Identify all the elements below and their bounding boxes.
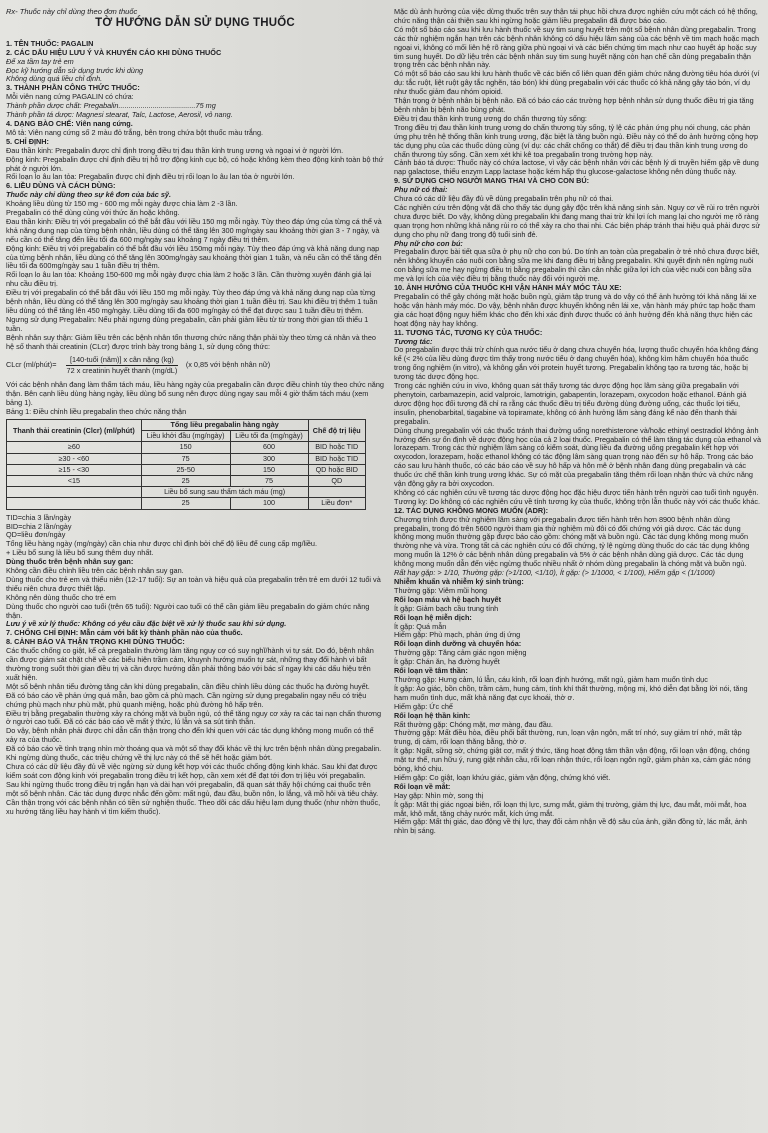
paragraph: Mỗi viên nang cứng PAGALIN có chứa: — [6, 92, 134, 102]
paragraph: Ít gặp: Chán ăn, hạ đường huyết — [394, 657, 500, 667]
paragraph: Không cần điều chỉnh liều trên các bệnh nhân suy gan. — [6, 566, 184, 576]
paragraph: Rất hay gặp: > 1/10, Thường gặp: (>1/100, <1/10), Ít gặp: (> 1/1000, < 1/100), Hiếm gặp < (1/1000) — [394, 568, 715, 578]
table-cell: ≥15 - <30 — [7, 464, 142, 475]
paragraph: Ít gặp: Quá mẫn — [394, 621, 447, 631]
paragraph: Điều trị bằng pregabalin thường xảy ra chóng mặt và buồn ngủ, có thể tăng nguy cơ xảy ra các tai nạn chấn thương ở người cao tuổi. Đã có các báo cáo về mất ý thức, lú lẫn và sa sút tinh thần. — [6, 708, 382, 727]
table-cell: 300 — [230, 453, 308, 464]
table-cell: 25 — [141, 475, 230, 486]
table-cell: QD hoặc BID — [308, 464, 366, 475]
paragraph: Để xa tầm tay trẻ em — [6, 56, 74, 66]
paragraph: Động kinh: Pregabalin được chỉ định điều trị hỗ trợ động kinh cục bộ, có hoặc không kèm theo động kinh toàn bộ thứ phát ở người lớn. — [6, 154, 384, 173]
paragraph: Với các bệnh nhân đang làm thẩm tách máu, liều hàng ngày của pregabalin cần được điều chỉnh tùy theo chức năng thận. Bên cạnh liều dùng hàng ngày, liều dùng bổ sung nên được dùng ngay sau mỗi 4 giờ thẩm tách máu (xem bảng 1). — [6, 380, 384, 408]
table-cell: 25-50 — [141, 464, 230, 475]
paragraph: Thường gặp: Mất điều hòa, điều phối bất thường, run, loạn vận ngôn, mất trí nhớ, suy giảm trí nhớ, mất tập trung, dị cảm, rối loạn thăng bằng, thờ ơ. — [394, 728, 742, 747]
table-body — [7, 442, 366, 487]
paragraph: Có một số báo cáo sau khi lưu hành thuốc về suy tim sung huyết trên một số bệnh nhân dùng pregabalin. Trong các thử nghiệm ngắn hạn trên các bệnh nhân không có dấu hiệu lâm sàng của các bệnh về tim mạch hoặc mạch ngoại vi, không có mối liên hệ rõ ràng giữa phù ngoại vi và các biến chứng tim mạch như cao huyết áp hoặc suy tim sung huyết. Do dữ liệu trên các bệnh nhân suy tim sung huyết nặng còn hạn chế cần dùng pregabalin thận trọng trên các bệnh nhân này. — [394, 24, 760, 70]
paragraph: Dùng thuốc trên bệnh nhân suy gan: — [6, 557, 134, 567]
left-section-top — [6, 8, 384, 352]
section-heading: 8. CẢNH BÁO VÀ THẬN TRỌNG KHI DÙNG THUỐC: — [6, 637, 185, 647]
paragraph: Dùng thuốc cho trẻ em và thiếu niên (12-17 tuổi): Sự an toàn và hiệu quả của pregabalin trên trẻ em dưới 12 tuổi và thiếu niên chưa được thiết lập. — [6, 574, 381, 593]
table-row — [7, 442, 366, 453]
paragraph: Thành phần tá dược: Magnesi stearat, Talc, Lactose, Aerosil, vỏ nang. — [6, 110, 233, 120]
paragraph: Thường gặp: Hưng cảm, lú lẫn, cáu kỉnh, rối loạn định hướng, mất ngủ, giảm ham muốn tình dục — [394, 674, 708, 684]
paragraph: Hiếm gặp: Mất thị giác, dao động về thị lực, thay đổi cảm nhận về độ sâu của ảnh, giãn đồng tử, lác mắt, ảnh nhìn bị sáng. — [394, 817, 747, 836]
left-section-middle — [6, 381, 384, 417]
paragraph: Pregabalin được bài tiết qua sữa ở phụ nữ cho con bú. Do tính an toàn của pregabalin ở trẻ nhỏ chưa được biết, nên không khuyến cáo nuôi con bằng sữa mẹ khi đang điều trị bằng pregabalin. Khi quyết định nên ngừng nuôi con bằng sữa mẹ hay ngừng điều trị bằng pregabalin thì cần cân nhắc giữa lợi ích của việc nuôi con bằng sữa mẹ và lợi ích của việc điều trị bằng thuốc này đối với người mẹ. — [394, 247, 760, 284]
paragraph: Điều trị với pregabalin có thể bắt đầu với liều 150 mg mỗi ngày. Tùy theo đáp ứng và khả năng dung nạp của từng bệnh nhân, liều dùng có thể tăng lên 300 mg/ngày sau khoảng thời gian 1 tuần điều trị. Sau khi điều trị thêm 1 tuần liều dùng có thể tăng lên 450 mg/ngày. Liều dùng tối đa 600 mg/ngày có thể đạt được sau 1 tuần điều trị thêm. — [6, 288, 378, 315]
paragraph: Hiếm gặp: Phù mạch, phản ứng dị ứng — [394, 630, 521, 640]
section-heading: 10. ẢNH HƯỞNG CỦA THUỐC KHI VẬN HÀNH MÁY MÓC TÀU XE: — [394, 283, 622, 293]
paragraph: Cần thận trọng với các bệnh nhân có tiền sử nghiện thuốc. Theo dõi các dấu hiệu lạm dụng thuốc (như nhờn thuốc, xu hướng tăng liều hay hành vi tìm kiếm thuốc). — [6, 797, 381, 816]
paragraph: Thận trọng ở bệnh nhân bị bệnh não. Đã có báo cáo các trường hợp bệnh nhân sử dụng thuốc điều trị gia tăng bệnh nhân bị bệnh não bùng phát. — [394, 96, 754, 114]
table-header-total: Tổng liều pregabalin hàng ngày — [141, 419, 308, 430]
table-cell: 25 — [141, 498, 230, 509]
table-cell: 75 — [230, 475, 308, 486]
paragraph: Chương trình được thử nghiệm lâm sàng với pregabalin được tiến hành trên hơn 8900 bệnh nhân dùng pregabalin, trong đó trên 5600 người tham gia thử nghiệm mù đôi có đối chứng với giả dược. Các tác dụng không mong muốn thường gặp được báo cáo gồm: chóng mặt và buồn ngủ. Các tác dụng không mong muốn thường nhẹ và vừa. Trong tất cả các nghiên cứu có đối chứng, tỷ lệ ngừng dùng thuốc do các tác dụng không mong muốn là 12% ở các bệnh nhân dùng pregabalin và 5% ở các bệnh nhân dùng giả dược. Các tác dụng không mong muốn dẫn đến việc ngừng thuốc nhiều nhất ở nhóm dùng pregabalin là chóng mặt và buồn ngủ. — [394, 514, 750, 569]
renal-dose-table — [6, 419, 366, 510]
section-heading: 4. DẠNG BÀO CHẾ: Viên nang cứng. — [6, 118, 133, 128]
paragraph: Phụ nữ cho con bú: — [394, 238, 463, 248]
paragraph: Chưa có các dữ liệu đầy đủ về dùng pregabalin trên phụ nữ có thai. — [394, 194, 614, 204]
paragraph: Ít gặp: Giảm bạch cầu trung tính — [394, 603, 499, 613]
paragraph: Trong các nghiên cứu in vivo, không quan sát thấy tương tác dược động học lâm sàng giữa pregabalin với phenytoin, carbamazepin, acid valproic, lamotrigin, gabapentin, lorazepam, oxycodon hoặc ethanol. Đánh giá dược động học đối tượng đã chỉ ra rằng các thuốc điều trị tiểu đường dùng đường uống, các thuốc lợi tiểu, insulin, phenobarbital, tiagabine và topiramate, không có ảnh hưởng lâm sàng đáng kể nào đến thanh thải pregabalin. — [394, 381, 747, 426]
paragraph: Mô tả: Viên nang cứng số 2 màu đỏ trắng, bên trong chứa bột thuốc màu trắng. — [6, 127, 264, 137]
paragraph: Hiếm gặp: Co giật, loạn khứu giác, giảm vận động, chứng khó viết. — [394, 772, 611, 782]
paragraph: Ngưng sử dụng Pregabalin: Nếu phải ngưng dùng pregabalin, cần phải giảm liều từ từ trong thời gian tối thiểu 1 tuần. — [6, 314, 369, 333]
paragraph: Thường gặp: Viêm mũi họng — [394, 585, 488, 595]
paragraph: Điều trị đau thần kinh trung ương do chấn thương tủy sống: — [394, 113, 587, 123]
paragraph: Rất thường gặp: Chóng mặt, mơ màng, đau đầu. — [394, 719, 553, 729]
paragraph: Pregabalin có thể dùng cùng với thức ăn hoặc không. — [6, 208, 180, 218]
paragraph: Không dùng quá liều chỉ định. — [6, 74, 103, 84]
paragraph: Rối loạn về mắt: — [394, 781, 451, 791]
paragraph: Phụ nữ có thai: — [394, 185, 448, 195]
paragraph: Các nghiên cứu trên động vật đã cho thấy tác dụng gây độc trên khả năng sinh sản. Nguy cơ về rủi ro trên người chưa được biết. Do vậy, không dùng pregabalin khi đang mang thai trừ khi lợi ích mang lại cho người mẹ rõ ràng quan trọng hơn những khả năng rủi ro có thể xảy ra cho thai nhi. Các biện pháp tránh thai hiệu quả phải được sử dụng cho phụ nữ đang trong độ tuổi sinh đẻ. — [394, 202, 761, 239]
paragraph: Rối loạn về tâm thần: — [394, 666, 468, 676]
table-cell: <15 — [7, 475, 142, 486]
paragraph: Mặc dù ảnh hưởng của việc dừng thuốc trên suy thận tái phục hồi chưa được nghiên cứu một cách có hệ thống, chức năng thận cải thiện sau khi ngừng hoặc giảm liều pregabalin đã được báo cáo. — [394, 7, 758, 25]
paragraph: Có một số báo cáo sau khi lưu hành thuốc về các biến cố liên quan đến giảm chức năng đường tiêu hóa dưới (ví dụ: tắc ruột, liệt ruột gây tắc nghẽn, táo bón) khi dùng pregabalin với các thuốc có khả năng gây táo bón, ví dụ như thuốc giảm đau nhóm opioid. — [394, 69, 760, 97]
table-cell: Liều đơn* — [308, 498, 366, 509]
table-row — [7, 475, 366, 486]
section-heading: 7. CHỐNG CHỈ ĐỊNH: Mẫn cảm với bất kỳ thành phần nào của thuốc. — [6, 628, 243, 638]
table-cell: 150 — [141, 442, 230, 453]
paragraph: Chưa có các dữ liệu đầy đủ về việc ngừng sử dụng kết hợp với các thuốc chống động kinh khác. Sau khi đạt được kiểm soát cơn động kinh với pregabalin trong điều trị kết hợp, cần xem xét để đạt tới đơn trị liệu với pregabalin. — [6, 761, 378, 780]
table-subheader-max: Liều tối đa (mg/ngày) — [230, 431, 308, 442]
paragraph: Một số bệnh nhân tiểu đường tăng cân khi dùng pregabalin, cần điều chỉnh liều dùng các thuốc hạ đường huyết. — [6, 681, 370, 691]
paragraph: Cảnh báo tá dược: Thuốc này có chứa lactose, vì vậy các bệnh nhân với các bệnh lý di truyền hiếm gặp về dung nạp galactose, thiếu enzym Lapp lactase hoặc kém hấp thu glucose-galactose không nên dùng thuốc này. — [394, 158, 759, 177]
table-cell: ≥30 - <60 — [7, 453, 142, 464]
table-cell: BID hoặc TID — [308, 442, 366, 453]
paragraph: Đau thần kinh: Pregabalin được chỉ định trong điều trị đau thần kinh trung ương và ngoại vi ở người lớn. — [6, 145, 344, 155]
paragraph: Nhiễm khuẩn và nhiễm ký sinh trùng: — [394, 577, 524, 586]
paragraph: Bảng 1: Điều chỉnh liều pregabalin theo chức năng thận — [6, 407, 187, 417]
formula-lhs: CLcr (ml/phút)= — [6, 360, 57, 370]
right-column — [394, 8, 762, 836]
paragraph: + Liều bổ sung là liều bổ sung thêm duy nhất. — [6, 548, 154, 558]
formula-numerator: [140-tuổi (năm)] x cân nặng (kg) — [66, 356, 178, 367]
clcr-formula — [6, 356, 384, 377]
paragraph: QD=liều đơn/ngày — [6, 530, 66, 540]
table-header-clcr: Thanh thải creatinin (Clcr) (ml/phút) — [7, 419, 142, 441]
paragraph: Thường gặp: Tăng cảm giác ngon miệng — [394, 648, 527, 658]
paragraph: Hiếm gặp: Ức chế — [394, 701, 453, 711]
section-heading: 11. TƯƠNG TÁC, TƯƠNG KỴ CỦA THUỐC: — [394, 327, 543, 337]
paragraph: Rối loạn dinh dưỡng và chuyển hóa: — [394, 639, 522, 649]
paragraph: Không nên dùng thuốc cho trẻ em — [6, 592, 116, 602]
paragraph: Rx- Thuốc này chỉ dùng theo đơn thuốc — [6, 7, 138, 16]
paragraph: Động kinh: Điều trị với pregabalin có thể bắt đầu với liều 150mg mỗi ngày. Tùy theo đáp ứng và khả năng dung nạp của từng bệnh nhân, liều dùng có thể tăng lên 300mg/ngày sau khoảng thời gian 1 tuần, và nếu cần có thể tăng đến liều tối đa 600mg/ngày sau 1 tuần điều trị thêm. — [6, 243, 382, 271]
paragraph: Hay gặp: Nhìn mờ, song thị — [394, 790, 484, 800]
paragraph: Rối loạn hệ thần kinh: — [394, 710, 471, 720]
paragraph: Thành phần dược chất: Pregabalin......................................75 mg — [6, 101, 216, 111]
paragraph: Các thuốc chống co giật, kể cả pregabalin thường làm tăng nguy cơ có suy nghĩ/hành vi tự sát. Do đó, bệnh nhân cần được giám sát chặt chẽ về các biểu hiện trầm cảm, khuynh hướng muốn tự sát, những thay đổi hành vi bất thường trong suốt thời gian điều trị và cần được hướng dẫn phải thông báo với bác sĩ ngay khi các dấu hiệu trên xuất hiện. — [6, 646, 374, 682]
paragraph: Khoảng liều dùng từ 150 mg - 600 mg mỗi ngày được chia làm 2 -3 lần. — [6, 199, 238, 209]
paragraph: Sau khi ngừng thuốc trong điều trị ngắn hạn và dài hạn với pregabalin, đã quan sát thấy hội chứng cai thuốc trên một số bệnh nhân. Các tác dụng được nhắc đến gồm: mất ngủ, đau đầu, buồn nôn, lo lắng, vã mồ hôi và tiêu chảy. — [6, 779, 379, 798]
paragraph: Đã có báo cáo về tình trạng nhìn mờ thoáng qua và một số thay đổi khác về thị lực trên bệnh nhân dùng pregabalin. Khi ngừng dùng thuốc, các triệu chứng về thị lực này có thể sẽ hết hoặc giảm bớt. — [6, 744, 382, 763]
formula-rhs: (x 0,85 với bệnh nhân nữ) — [185, 360, 271, 370]
formula-denominator: 72 x creatinin huyết thanh (mg/dL) — [66, 366, 178, 376]
paragraph: TID=chia 3 lần/ngày — [6, 512, 72, 522]
section-heading: 3. THÀNH PHẦN CÔNG THỨC THUỐC: — [6, 83, 140, 93]
paragraph: Ít gặp: Ảo giác, bồn chồn, trầm cảm, hung cảm, tính khí thất thường, mộng mị, khó diễn đạt bằng lời nói, tăng ham muốn tình dục, mất khả năng đạt cực khoái, thờ ơ. — [394, 683, 748, 702]
left-section-bottom — [6, 514, 384, 817]
paragraph: Rối loạn lo âu lan tỏa: Pregabalin được chỉ định điều trị rối loạn lo âu lan tỏa ở người lớn. — [6, 172, 295, 182]
table-cell: 100 — [230, 498, 308, 509]
paragraph: Đã có báo cáo về phản ứng quá mẫn, bao gồm cả phù mạch. Cần ngừng sử dụng pregabalin ngay nếu có triệu chứng phù mạch như phù mặt, phù quanh miệng, hoặc phù đường hô hấp trên. — [6, 690, 367, 709]
section-heading: 1. TÊN THUỐC: PAGALIN — [6, 38, 94, 48]
paragraph: Ít gặp: Ngất, sững sờ, chứng giật cơ, mất ý thức, tăng hoạt động tâm thần vận động, rối loạn vận động, chóng mặt tư thế, run hữu ý, rung giật nhãn cầu, rối loạn nhận thức, rối loạn ngôn ngữ, giảm phản xạ, cảm giác nóng bỏng, khó chịu. — [394, 746, 751, 774]
paragraph: Do vậy, bệnh nhân phải được chỉ dẫn cẩn thận trọng cho đến khi quen với các tác dụng không mong muốn có thể xảy ra của thuốc. — [6, 726, 374, 745]
paragraph: Rối loạn hệ miễn dịch: — [394, 612, 472, 622]
table-cell: 600 — [230, 442, 308, 453]
paragraph: Đau thần kinh: Điều trị với pregabalin có thể bắt đầu với liều 150 mg mỗi ngày. Tùy theo đáp ứng của từng cá thể và khả năng dung nạp của từng bệnh nhân, liều dùng có thể tăng lên 300 mg/ngày sau khoảng thời gian 3 - 7 ngày, và nếu cần có thể tăng đến liều tối đa 600 mg/ngày sau khoảng 7 ngày điều trị thêm. — [6, 216, 382, 244]
table-cell: 75 — [141, 453, 230, 464]
paragraph: Ít gặp: Mất thị giác ngoại biên, rối loạn thị lực, sưng mắt, giảm thị trường, giảm thị lực, đau mắt, mỏi mắt, hoa mắt, khô mắt, tăng chảy nước mắt, kích ứng mắt. — [394, 799, 747, 818]
table-cell: QD — [308, 475, 366, 486]
paragraph: Không có các nghiên cứu về tương tác dược động học đặc hiệu được tiến hành trên người cao tuổi tình nguyện. — [394, 487, 759, 497]
section-heading: 9. SỬ DỤNG CHO NGƯỜI MANG THAI VÀ CHO CON BÚ: — [394, 176, 590, 186]
paragraph: Dùng chung pregabalin với các thuốc tránh thai đường uống norethisterone và/hoặc ethinyl oestradiol không ảnh hưởng đến sự ổn định về dược động học của cả 2 loại thuốc. Pregabalin có thể làm tăng tác dụng của ethanol và lorazepam. Trong các thử nghiệm lâm sàng có kiểm soát, dùng liều đa đường uống pregabalin kết hợp với oxycodon, lorazepam, hoặc ethanol không có tác động lâm sàng quan trọng nào đến sự hô hấp. Trong các báo cáo sau lưu hành thuốc, có các báo cáo về suy hô hấp và hôn mê ở bệnh nhân đang dùng pregabalin và các thuốc ức chế thần kinh trung ương khác. Sự có mặt của pregabalin tăng thêm rối loạn nhận thức và chức năng vận động gây ra bởi oxycodon. — [394, 425, 762, 489]
table-cell: ≥60 — [7, 442, 142, 453]
table-supplement-label: Liều bổ sung sau thẩm tách máu (mg) — [141, 487, 308, 498]
left-column — [6, 8, 384, 816]
paragraph: Trong điều trị đau thần kinh trung ương do chấn thương tủy sống, tỷ lệ các phản ứng phụ nói chung, các phản ứng phụ trên hệ thống thần kinh trung ương, đặc biệt là tăng buồn ngủ. Điều này có thể do ảnh hưởng cộng hợp tác dụng phụ của các thuốc dùng cùng (ví dụ: các chất chống co thắt) để điều trị đau thần kinh trung ương do chấn thương tủy sống. Cần xem xét khi kê toa pregabalin trong trường hợp này. — [394, 122, 759, 159]
paragraph: Lưu ý về xử lý thuốc: Không có yêu cầu đặc biệt về xử lý thuốc sau khi sử dụng. — [6, 619, 287, 629]
section-heading: 5. CHỈ ĐỊNH: — [6, 136, 49, 146]
paragraph: Tương tác: — [394, 336, 433, 346]
paragraph: Dùng thuốc cho người cao tuổi (trên 65 tuổi): Người cao tuổi có thể cần giảm liều pregabalin do giảm chức năng thận. — [6, 601, 370, 620]
document-title: TỜ HƯỚNG DẪN SỬ DỤNG THUỐC — [95, 16, 295, 29]
paragraph: Rối loạn lo âu lan tỏa: Khoảng 150-600 mg mỗi ngày được chia làm 2 hoặc 3 lần. Cần thường xuyên đánh giá lại nhu cầu điều trị. — [6, 270, 371, 289]
paragraph: Tổng liều hàng ngày (mg/ngày) cần chia như được chỉ định bởi chế độ liều để cung cấp mg/liều. — [6, 539, 317, 549]
table-cell: BID hoặc TID — [308, 453, 366, 464]
section-heading: 2. CÁC DẤU HIỆU LƯU Ý VÀ KHUYẾN CÁO KHI DÙNG THUỐC — [6, 47, 222, 57]
table-row — [7, 453, 366, 464]
section-heading: 6. LIỀU DÙNG VÀ CÁCH DÙNG: — [6, 181, 116, 191]
paragraph: Bệnh nhân suy thận: Giảm liều trên các bệnh nhân tổn thương chức năng thận phải tùy theo từng cá nhân và theo hệ số thanh thải creatinin (CLcr) được trình bày trong bảng 1, sử dụng công thức: — [6, 332, 376, 351]
paragraph: Do pregabalin được thải trừ chính qua nước tiểu ở dạng chưa chuyển hóa, lượng thuốc chuyển hóa không đáng kể (< 2% của liều dùng được tìm thấy trong nước tiểu ở dạng chuyển hóa), không kìm hãm chuyển hóa thuốc trong ống nghiệm (in vitro), và không gắn với protein huyết tương. Pregabalin không tạo ra tương tác, hoặc bị tương tác dược động học. — [394, 345, 759, 382]
section-heading: 12. TÁC DỤNG KHÔNG MONG MUỐN (ADR): — [394, 505, 549, 515]
formula-fraction — [66, 356, 178, 377]
table-row — [7, 464, 366, 475]
table-header-regimen: Chế độ trị liệu — [308, 419, 366, 441]
paragraph: Đọc kỹ hướng dẫn sử dụng trước khi dùng — [6, 65, 144, 75]
paragraph: Tương kỵ: Do không có các nghiên cứu về tính tương kỵ của thuốc, không trộn lẫn thuốc này với các thuốc khác. — [394, 496, 761, 506]
right-section — [394, 8, 762, 836]
table-cell: 150 — [230, 464, 308, 475]
paragraph: Thuốc này chỉ dùng theo sự kê đơn của bác sỹ. — [6, 190, 171, 200]
paragraph: BID=chia 2 lần/ngày — [6, 521, 72, 531]
paragraph: Pregabalin có thể gây chóng mặt hoặc buồn ngủ, giảm tập trung và do vậy có thể ảnh hưởng tới khả năng lái xe hoặc vận hành máy móc. Do vậy, bệnh nhân được khuyến không nên lái xe, vận hành máy phức tạp hoặc tham gia các hoạt động nguy hiểm khác cho đến khi xác định được thuốc có ảnh hưởng đến khả năng thực hiện các hoạt động này hay không. — [394, 292, 757, 328]
table-subheader-start: Liều khởi đầu (mg/ngày) — [141, 431, 230, 442]
paragraph: Rối loạn máu và hệ bạch huyết — [394, 594, 502, 604]
